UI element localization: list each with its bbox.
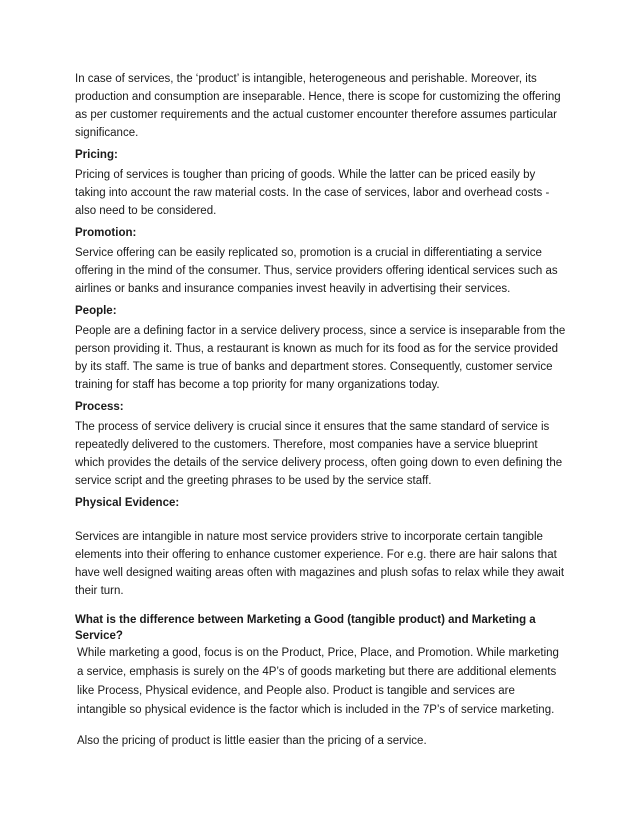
- document-page: [75, 70, 567, 751]
- heading-process: Process:: [75, 401, 124, 413]
- heading-promotion: Promotion:: [75, 227, 137, 239]
- people-paragraph: People are a defining factor in a service delivery process, since a service is inseparable from the person providing it. Thus, a restaurant is known as much for its food as for the service provided by its staff. The same is true of banks and department stores. Consequently, customer service training for staff has become a top priority for many organizations today.: [75, 325, 566, 391]
- physical-evidence-paragraph: Services are intangible in nature most service providers strive to incorporate certain tangible elements into their offering to enhance customer experience. For e.g. there are hair salons that have well designed waiting areas often with magazines and plush sofas to relax while they await their turn.: [75, 531, 565, 597]
- pricing-paragraph: Pricing of services is tougher than pricing of goods. While the latter can be priced easily by taking into account the raw material costs. In the case of services, labor and overhead costs - also need to be considered.: [75, 169, 550, 217]
- intro-paragraph: In case of services, the ‘product’ is intangible, heterogeneous and perishable. Moreover, its production and consumption are inseparable. Hence, there is scope for customizing the offering as per customer requirements and the actual customer encounter therefore assumes particular significance.: [75, 73, 561, 139]
- heading-physical-evidence: Physical Evidence:: [75, 497, 180, 509]
- question-heading: What is the difference between Marketing a Good (tangible product) and Marketing a Service?: [75, 614, 536, 642]
- heading-people: People:: [75, 305, 117, 317]
- process-paragraph: The process of service delivery is crucial since it ensures that the same standard of service is repeatedly delivered to the customers. Therefore, most companies have a service blueprint which provides the details of the service delivery process, often going down to even defining the service script and the greeting phrases to be used by the service staff.: [75, 421, 563, 487]
- spacer: [75, 600, 567, 612]
- spacer: [75, 720, 567, 732]
- closing-paragraph: Also the pricing of product is little easier than the pricing of a service.: [77, 735, 427, 747]
- promotion-paragraph: Service offering can be easily replicated so, promotion is a crucial in differentiating a service offering in the mind of the consumer. Thus, service providers offering identical services such as airlines or banks and insurance companies invest heavily in advertising their services.: [75, 247, 558, 295]
- heading-pricing: Pricing:: [75, 149, 118, 161]
- spacer: [75, 514, 567, 528]
- answer-paragraph: While marketing a good, focus is on the Product, Price, Place, and Promotion. While marketing a service, emphasis is surely on the 4P’s of goods marketing but there are additional elements like Process, Physical evidence, and People also. Product is tangible and services are intangible so physical evidence is the factor which is included in the 7P’s of service marketing.: [77, 647, 559, 716]
